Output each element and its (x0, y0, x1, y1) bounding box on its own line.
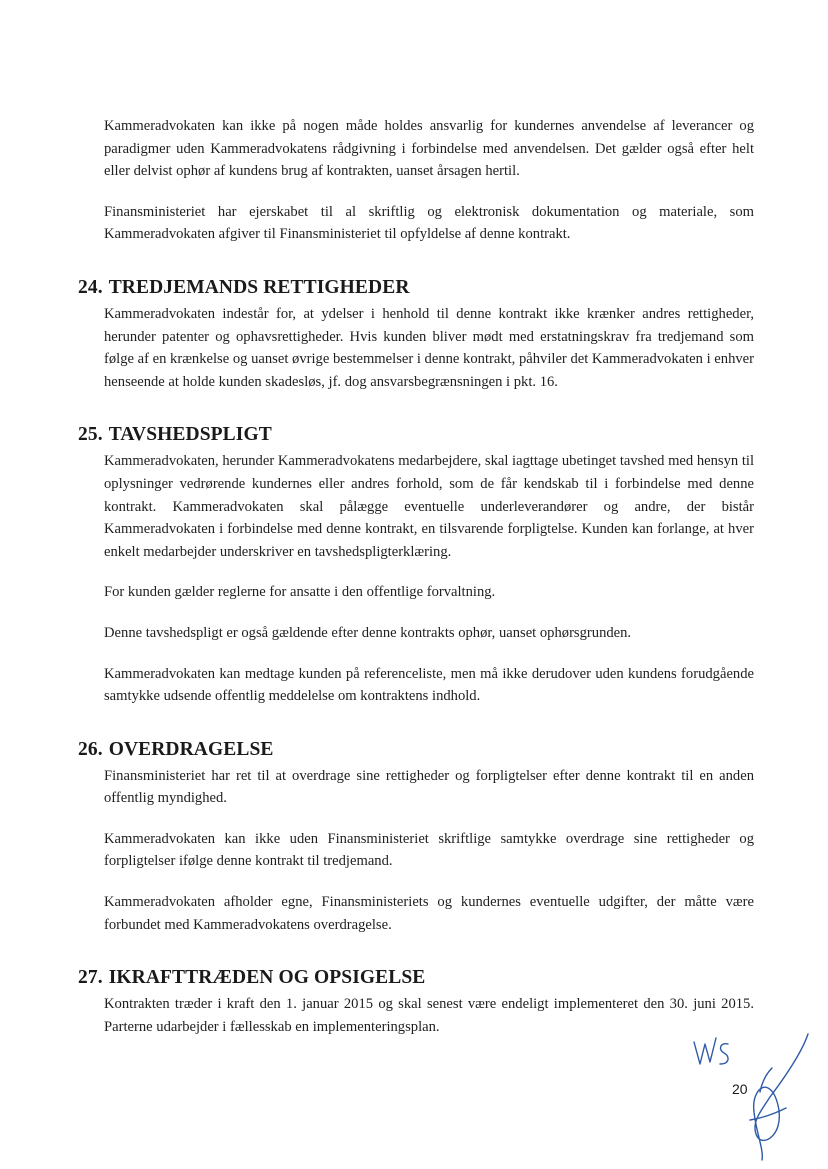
section-26-heading (78, 738, 754, 762)
section-26-paragraph-3: Kammeradvokaten afholder egne, Finansministeriets og kundernes eventuelle udgifter, der måtte være forbundet med Kammeradvokatens overdragelse. (104, 894, 754, 933)
section-24-paragraph-1: Kammeradvokaten indestår for, at ydelser i henhold til denne kontrakt ikke krænker andres rettigheder, herunder patenter og ophavsrettigheder. Hvis kunden bliver mødt med erstatningskrav fra tredjemand som følge af en krænkelse og uanset øvrige bestemmelser i denne kontrakt, påhviler det Kammeradvokaten i enhver henseende at holde kunden skadesløs, jf. dog ansvarsbegrænsningen i pkt. 16. (104, 305, 755, 390)
section-title: OVERDRAGELSE (108, 738, 274, 760)
intro-paragraph-2: Finansministeriet har ejerskabet til al skriftlig og elektronisk dokumentation og materiale, som Kammeradvokaten afgiver til Finansministeriet til opfyldelse af denne kontrakt. (104, 203, 754, 243)
section-25-paragraph-2: For kunden gælder reglerne for ansatte i den offentlige forvaltning. (104, 584, 496, 601)
section-27-paragraph-1: Kontrakten træder i kraft den 1. januar 2015 og skal senest være endeligt implementeret den 30. juni 2015. Parterne udarbejder i fællesskab en implementeringsplan. (104, 996, 754, 1035)
handwritten-signature (690, 1022, 820, 1162)
section-24-heading (78, 276, 754, 300)
section-27-heading (78, 966, 754, 990)
section-25-paragraph-4: Kammeradvokaten kan medtage kunden på referenceliste, men må ikke derudover uden kundens forudgående samtykke udsende offentlig meddelelse om kontraktens indhold. (104, 665, 754, 705)
section-number: 27. (78, 967, 103, 989)
section-26-paragraph-1: Finansministeriet har ret til at overdrage sine rettigheder og forpligtelser efter denne kontrakt til en anden offentlig myndighed. (104, 767, 754, 807)
section-number: 24. (78, 276, 103, 298)
section-number: 25. (78, 424, 103, 446)
section-title: TAVSHEDSPLIGT (108, 424, 272, 446)
section-title: IKRAFTTRÆDEN OG OPSIGELSE (108, 967, 426, 989)
page-number: 20 (732, 1081, 748, 1097)
section-25-heading (78, 423, 754, 447)
section-number: 26. (78, 738, 103, 760)
section-26-paragraph-2: Kammeradvokaten kan ikke uden Finansministeriet skriftlige samtykke overdrage sine rettigheder og forpligtelser ifølge denne kontrakt til tredjemand. (104, 830, 754, 870)
section-title: TREDJEMANDS RETTIGHEDER (108, 276, 410, 298)
section-25-paragraph-1: Kammeradvokaten, herunder Kammeradvokatens medarbejdere, skal iagttage ubetinget tavshed med hensyn til oplysninger vedrørende kundernes eller andres forhold, som de får kendskab til i forbindelse med denne kontrakt. Kammeradvokaten skal pålægge eventuelle underleverandører og andre, der bistår Kammeradvokaten i forbindelse med denne kontrakt, en tilsvarende forpligtelse. Kunden kan forlange, at hver enkelt medarbejder underskriver en tavshedspligterklæring. (104, 453, 754, 560)
content-column (78, 115, 755, 1056)
intro-paragraph-1: Kammeradvokaten kan ikke på nogen måde holdes ansvarlig for kundernes anvendelse af leverancer og paradigmer uden Kammeradvokatens rådgivning i forbindelse med anvendelsen. Det gælder også efter helt eller delvist ophør af kundens brug af kontrakten, uanset årsagen hertil. (104, 118, 754, 180)
section-25-paragraph-3: Denne tavshedspligt er også gældende efter denne kontrakts ophør, uanset ophørsgrunden. (104, 624, 632, 641)
